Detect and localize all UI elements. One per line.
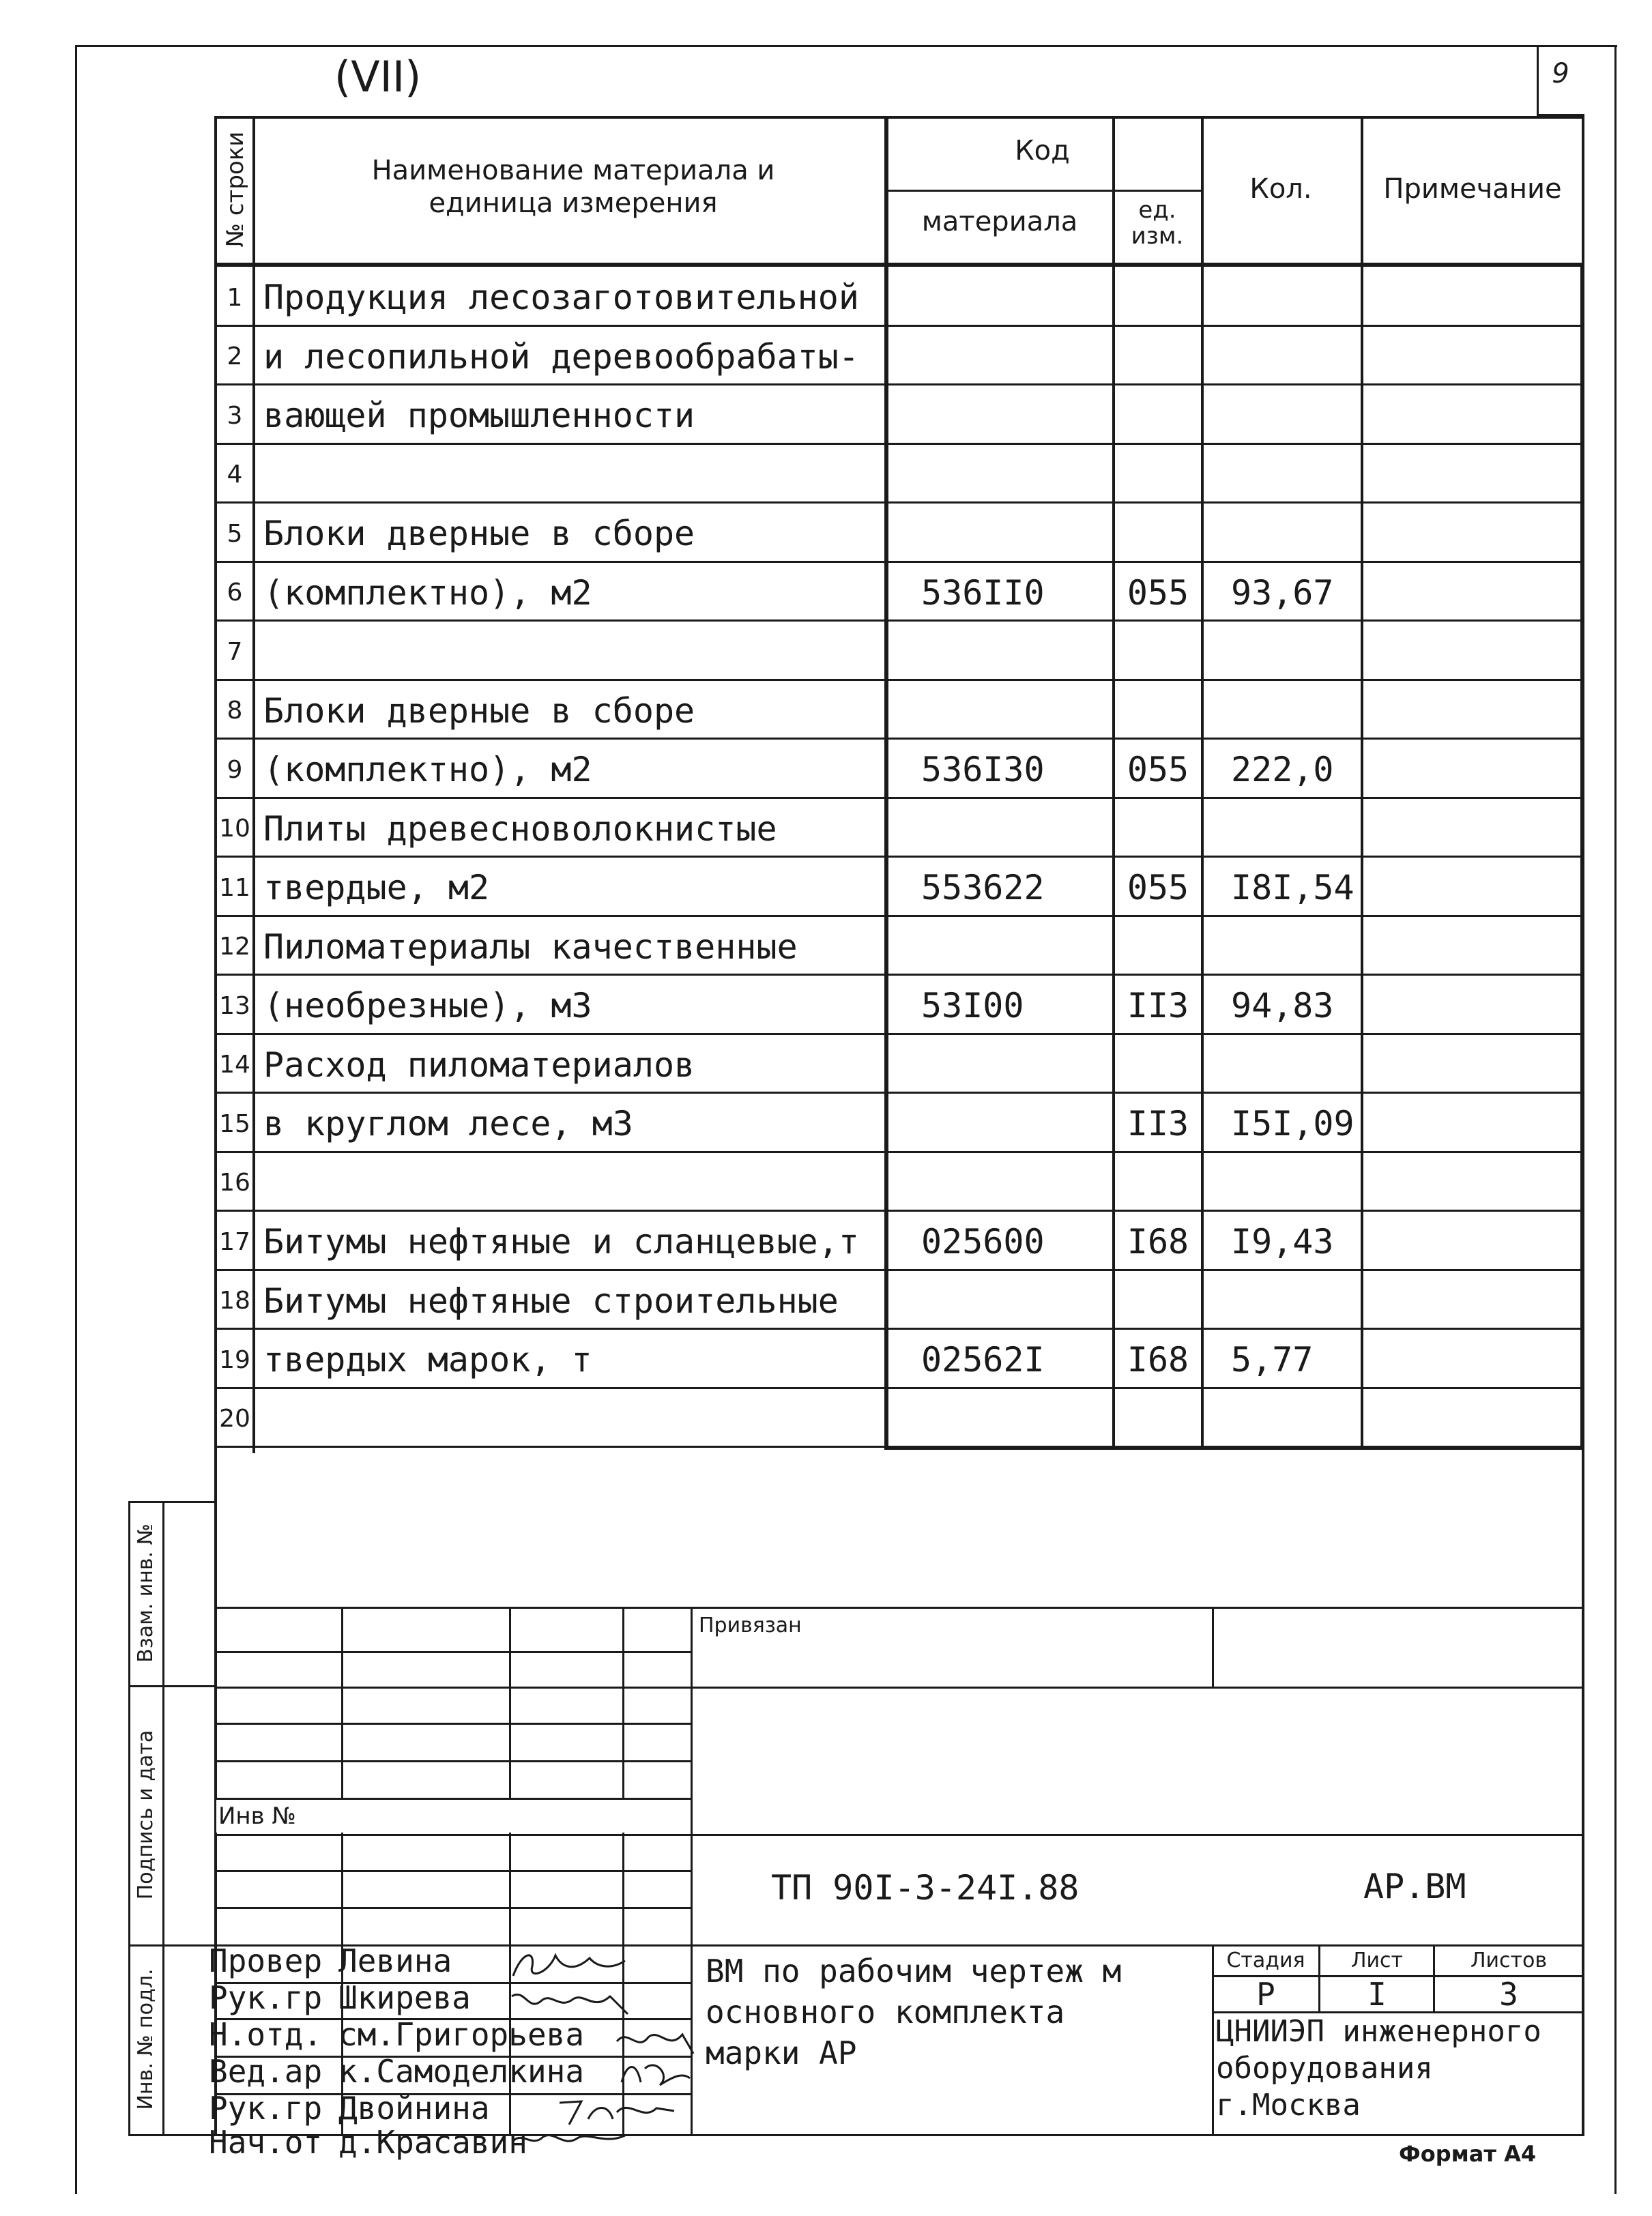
unit-code — [1115, 1155, 1201, 1212]
row-number: 14 — [219, 1051, 250, 1079]
material-name: твердые, м2 — [263, 868, 490, 908]
staff-role: Провер — [209, 1942, 323, 1979]
unit-code — [1115, 683, 1201, 740]
row-number: 12 — [219, 933, 250, 961]
unit-code: I68 — [1127, 1222, 1189, 1262]
unit-code — [1115, 506, 1201, 562]
note — [1363, 919, 1582, 976]
row-number: 7 — [227, 637, 243, 666]
material-code: 536I30 — [921, 750, 1045, 790]
tb-vline-privyazan — [1212, 1607, 1214, 1687]
material-code: 553622 — [921, 868, 1045, 908]
note — [1363, 624, 1582, 680]
material-code — [887, 447, 1112, 504]
unit-code: 055 — [1127, 750, 1189, 790]
staff-role: Нач.от — [209, 2124, 323, 2161]
material-code — [887, 329, 1112, 385]
quantity — [1204, 388, 1361, 444]
staff-name: Двойнина — [338, 2090, 490, 2127]
quantity — [1204, 269, 1361, 326]
material-code — [887, 1037, 1112, 1094]
row-number: 19 — [219, 1345, 250, 1374]
format-label: Формат А4 — [1399, 2141, 1537, 2167]
unit-code — [1115, 388, 1201, 444]
note — [1363, 683, 1582, 740]
note — [1363, 506, 1582, 562]
unit-code: II3 — [1127, 986, 1189, 1026]
signature-grigoreva — [614, 2021, 696, 2059]
note — [1363, 978, 1582, 1034]
quantity — [1204, 1037, 1361, 1094]
stage-value: Р — [1256, 1976, 1275, 2013]
unit-code — [1115, 447, 1201, 504]
description-line: ВМ по рабочим чертеж м — [706, 1953, 1122, 1989]
unit-code — [1115, 269, 1201, 326]
tb-line-h3 — [214, 1723, 692, 1725]
note — [1363, 329, 1582, 385]
material-code — [887, 269, 1112, 326]
staff-name: Левина — [338, 1942, 452, 1979]
quantity — [1204, 1273, 1361, 1330]
staff-name: к.Самоделкина — [338, 2053, 585, 2090]
page-number-box-left — [1537, 45, 1539, 116]
tb-line-h2 — [214, 1687, 1583, 1689]
description-line: основного комплекта — [706, 1994, 1065, 2030]
quantity — [1204, 801, 1361, 858]
note — [1363, 388, 1582, 444]
material-code — [887, 919, 1112, 976]
material-name: Плиты древесноволокнистые — [263, 808, 777, 849]
organization-line: г.Москва — [1216, 2088, 1361, 2123]
signature-samodelkina — [618, 2055, 693, 2093]
row-number: 8 — [227, 697, 243, 725]
note — [1363, 860, 1582, 916]
tb-line-h4 — [214, 1760, 692, 1762]
unit-code: I68 — [1127, 1340, 1189, 1380]
staff-role: Рук.гр — [209, 1979, 323, 2016]
stage-label: Стадия — [1226, 1949, 1305, 1972]
material-name: (необрезные), м3 — [263, 986, 592, 1026]
note — [1363, 1096, 1582, 1152]
material-name: в круглом лесе, м3 — [263, 1104, 633, 1144]
material-name: вающей промышленности — [263, 396, 695, 436]
material-code: 02562I — [921, 1340, 1045, 1380]
material-name: Блоки дверные в сборе — [263, 690, 695, 731]
material-code — [887, 624, 1112, 680]
signature-levina — [508, 1946, 631, 1984]
note — [1363, 1391, 1582, 1448]
quantity: I5I,09 — [1231, 1104, 1354, 1144]
stamp-inv-podl: Инв. № подл. — [134, 1968, 158, 2110]
quantity — [1204, 447, 1361, 504]
sheet-marker: (VII) — [334, 52, 422, 102]
material-name — [255, 447, 884, 504]
row-number: 20 — [219, 1405, 250, 1433]
material-code — [887, 1096, 1112, 1152]
sheets-value: 3 — [1499, 1976, 1518, 2013]
material-code: 53I00 — [921, 986, 1024, 1026]
header-qty: Кол. — [1249, 173, 1312, 205]
material-name: Битумы нефтяные строительные — [263, 1281, 839, 1321]
tb-vline-stage-left — [1212, 1944, 1214, 2135]
tb-line-top — [214, 1607, 1583, 1609]
header-top-line — [214, 116, 1583, 119]
sheet-label: Лист — [1350, 1949, 1404, 1972]
unit-code — [1115, 329, 1201, 385]
material-name: Расход пиломатериалов — [263, 1045, 695, 1085]
row-number: 10 — [219, 815, 250, 843]
signature-krasavin — [509, 2127, 632, 2155]
material-code — [887, 1155, 1112, 1212]
row-number: 6 — [227, 579, 243, 607]
material-name: (комплектно), м2 — [263, 572, 592, 613]
row-number: 4 — [227, 461, 243, 489]
note — [1363, 447, 1582, 504]
staff-role: Н.отд. — [209, 2016, 323, 2053]
quantity — [1204, 1155, 1361, 1212]
staff-role: Вед.ар — [209, 2053, 323, 2090]
note — [1363, 565, 1582, 622]
note — [1363, 1273, 1582, 1330]
unit-code — [1115, 801, 1201, 858]
page-number: 9 — [1552, 58, 1569, 89]
frame-left — [75, 45, 77, 2194]
side-stamp-mid — [162, 1501, 164, 2135]
row-number: 9 — [227, 755, 243, 784]
note — [1363, 1332, 1582, 1388]
row-number: 18 — [219, 1287, 250, 1315]
quantity: 5,77 — [1231, 1340, 1314, 1380]
frame-right — [1614, 45, 1617, 2194]
note — [1363, 269, 1582, 326]
quantity: I9,43 — [1231, 1222, 1334, 1262]
material-code — [887, 388, 1112, 444]
side-stamp-left — [128, 1501, 130, 2135]
tb-line-h7 — [214, 1870, 692, 1872]
row-number: 11 — [219, 873, 250, 902]
header-material: материала — [921, 206, 1078, 237]
description-line: марки АР — [706, 2035, 857, 2071]
tb-line-h1 — [214, 1651, 692, 1653]
quantity — [1204, 1391, 1361, 1448]
quantity: 93,67 — [1231, 572, 1334, 613]
header-name: Наименование материала и единица измерения — [371, 155, 775, 219]
material-name: Пиломатериалы качественные — [263, 927, 798, 967]
header-note: Примечание — [1383, 173, 1562, 205]
row-number: 1 — [227, 283, 243, 312]
material-code — [887, 801, 1112, 858]
doc-mark: АР.ВМ — [1363, 1867, 1466, 1906]
row-number: 16 — [219, 1169, 250, 1197]
row-number: 2 — [227, 342, 243, 371]
quantity — [1204, 683, 1361, 740]
unit-code: II3 — [1127, 1104, 1189, 1144]
signature-shkireva — [508, 1983, 631, 2021]
sheet-value: I — [1367, 1976, 1387, 2013]
material-code — [887, 683, 1112, 740]
row-number: 15 — [219, 1109, 250, 1138]
material-code: 025600 — [921, 1222, 1045, 1262]
unit-code: 055 — [1127, 572, 1189, 613]
inv-no-label: Инв № — [218, 1803, 296, 1830]
quantity — [1204, 624, 1361, 680]
staff-name: д.Красавин — [338, 2124, 527, 2161]
material-name: и лесопильной деревообрабаты- — [263, 336, 859, 377]
material-name: Продукция лесозаготовительной — [263, 278, 859, 318]
tb-line-h6 — [214, 1834, 1583, 1836]
material-name — [255, 1391, 884, 1448]
material-code — [887, 1391, 1112, 1448]
material-code: 536II0 — [921, 572, 1045, 613]
material-name — [255, 624, 884, 680]
staff-role: Рук.гр — [209, 2090, 323, 2127]
frame-top — [75, 45, 1617, 47]
note — [1363, 1155, 1582, 1212]
header-row-no: № строки — [222, 131, 249, 248]
code-subheader-line — [884, 190, 1201, 192]
signature-dvoynina — [554, 2092, 677, 2130]
note — [1363, 1214, 1582, 1270]
stamp-podpis-data: Подпись и дата — [134, 1730, 158, 1900]
tb-line-h8 — [214, 1907, 692, 1909]
privyazan-label: Привязан — [699, 1614, 802, 1637]
staff-name: Шкирева — [338, 1979, 471, 2016]
material-name: твердых марок, т — [263, 1340, 592, 1380]
unit-code — [1115, 624, 1201, 680]
organization-line: ЦНИИЭП инженерного — [1216, 2014, 1541, 2049]
header-code-group: Код — [1015, 135, 1070, 166]
quantity: I8I,54 — [1231, 868, 1354, 908]
unit-code — [1115, 1391, 1201, 1448]
row-number: 17 — [219, 1227, 250, 1256]
unit-code: 055 — [1127, 868, 1189, 908]
note — [1363, 742, 1582, 798]
note — [1363, 1037, 1582, 1094]
quantity — [1204, 919, 1361, 976]
material-name: Блоки дверные в сборе — [263, 514, 695, 554]
doc-code: ТП 90I-3-24I.88 — [771, 1868, 1079, 1908]
material-code — [887, 506, 1112, 562]
row-number: 13 — [219, 991, 250, 1020]
material-name: (комплектно), м2 — [263, 750, 592, 790]
quantity — [1204, 329, 1361, 385]
note — [1363, 801, 1582, 858]
organization-line: оборудования — [1216, 2051, 1433, 2086]
staff-name: см.Григорьева — [338, 2016, 585, 2053]
unit-code — [1115, 919, 1201, 976]
header-unit-line2: изм. — [1131, 222, 1184, 250]
quantity: 222,0 — [1231, 750, 1334, 790]
tb-vline-stage-2 — [1433, 1944, 1435, 2013]
unit-code — [1115, 1273, 1201, 1330]
row-number: 3 — [227, 401, 243, 430]
unit-code — [1115, 1037, 1201, 1094]
material-code — [887, 1273, 1112, 1330]
material-name: Битумы нефтяные и сланцевые,т — [263, 1222, 859, 1262]
header-unit-line1: ед. — [1138, 196, 1176, 224]
row-number: 5 — [227, 519, 243, 548]
quantity: 94,83 — [1231, 986, 1334, 1026]
material-name — [255, 1155, 884, 1212]
tb-vline-stage-1 — [1318, 1944, 1320, 2013]
stamp-vzam-inv: Взам. инв. № — [134, 1524, 158, 1663]
sheets-label: Листов — [1470, 1949, 1548, 1972]
quantity — [1204, 506, 1361, 562]
